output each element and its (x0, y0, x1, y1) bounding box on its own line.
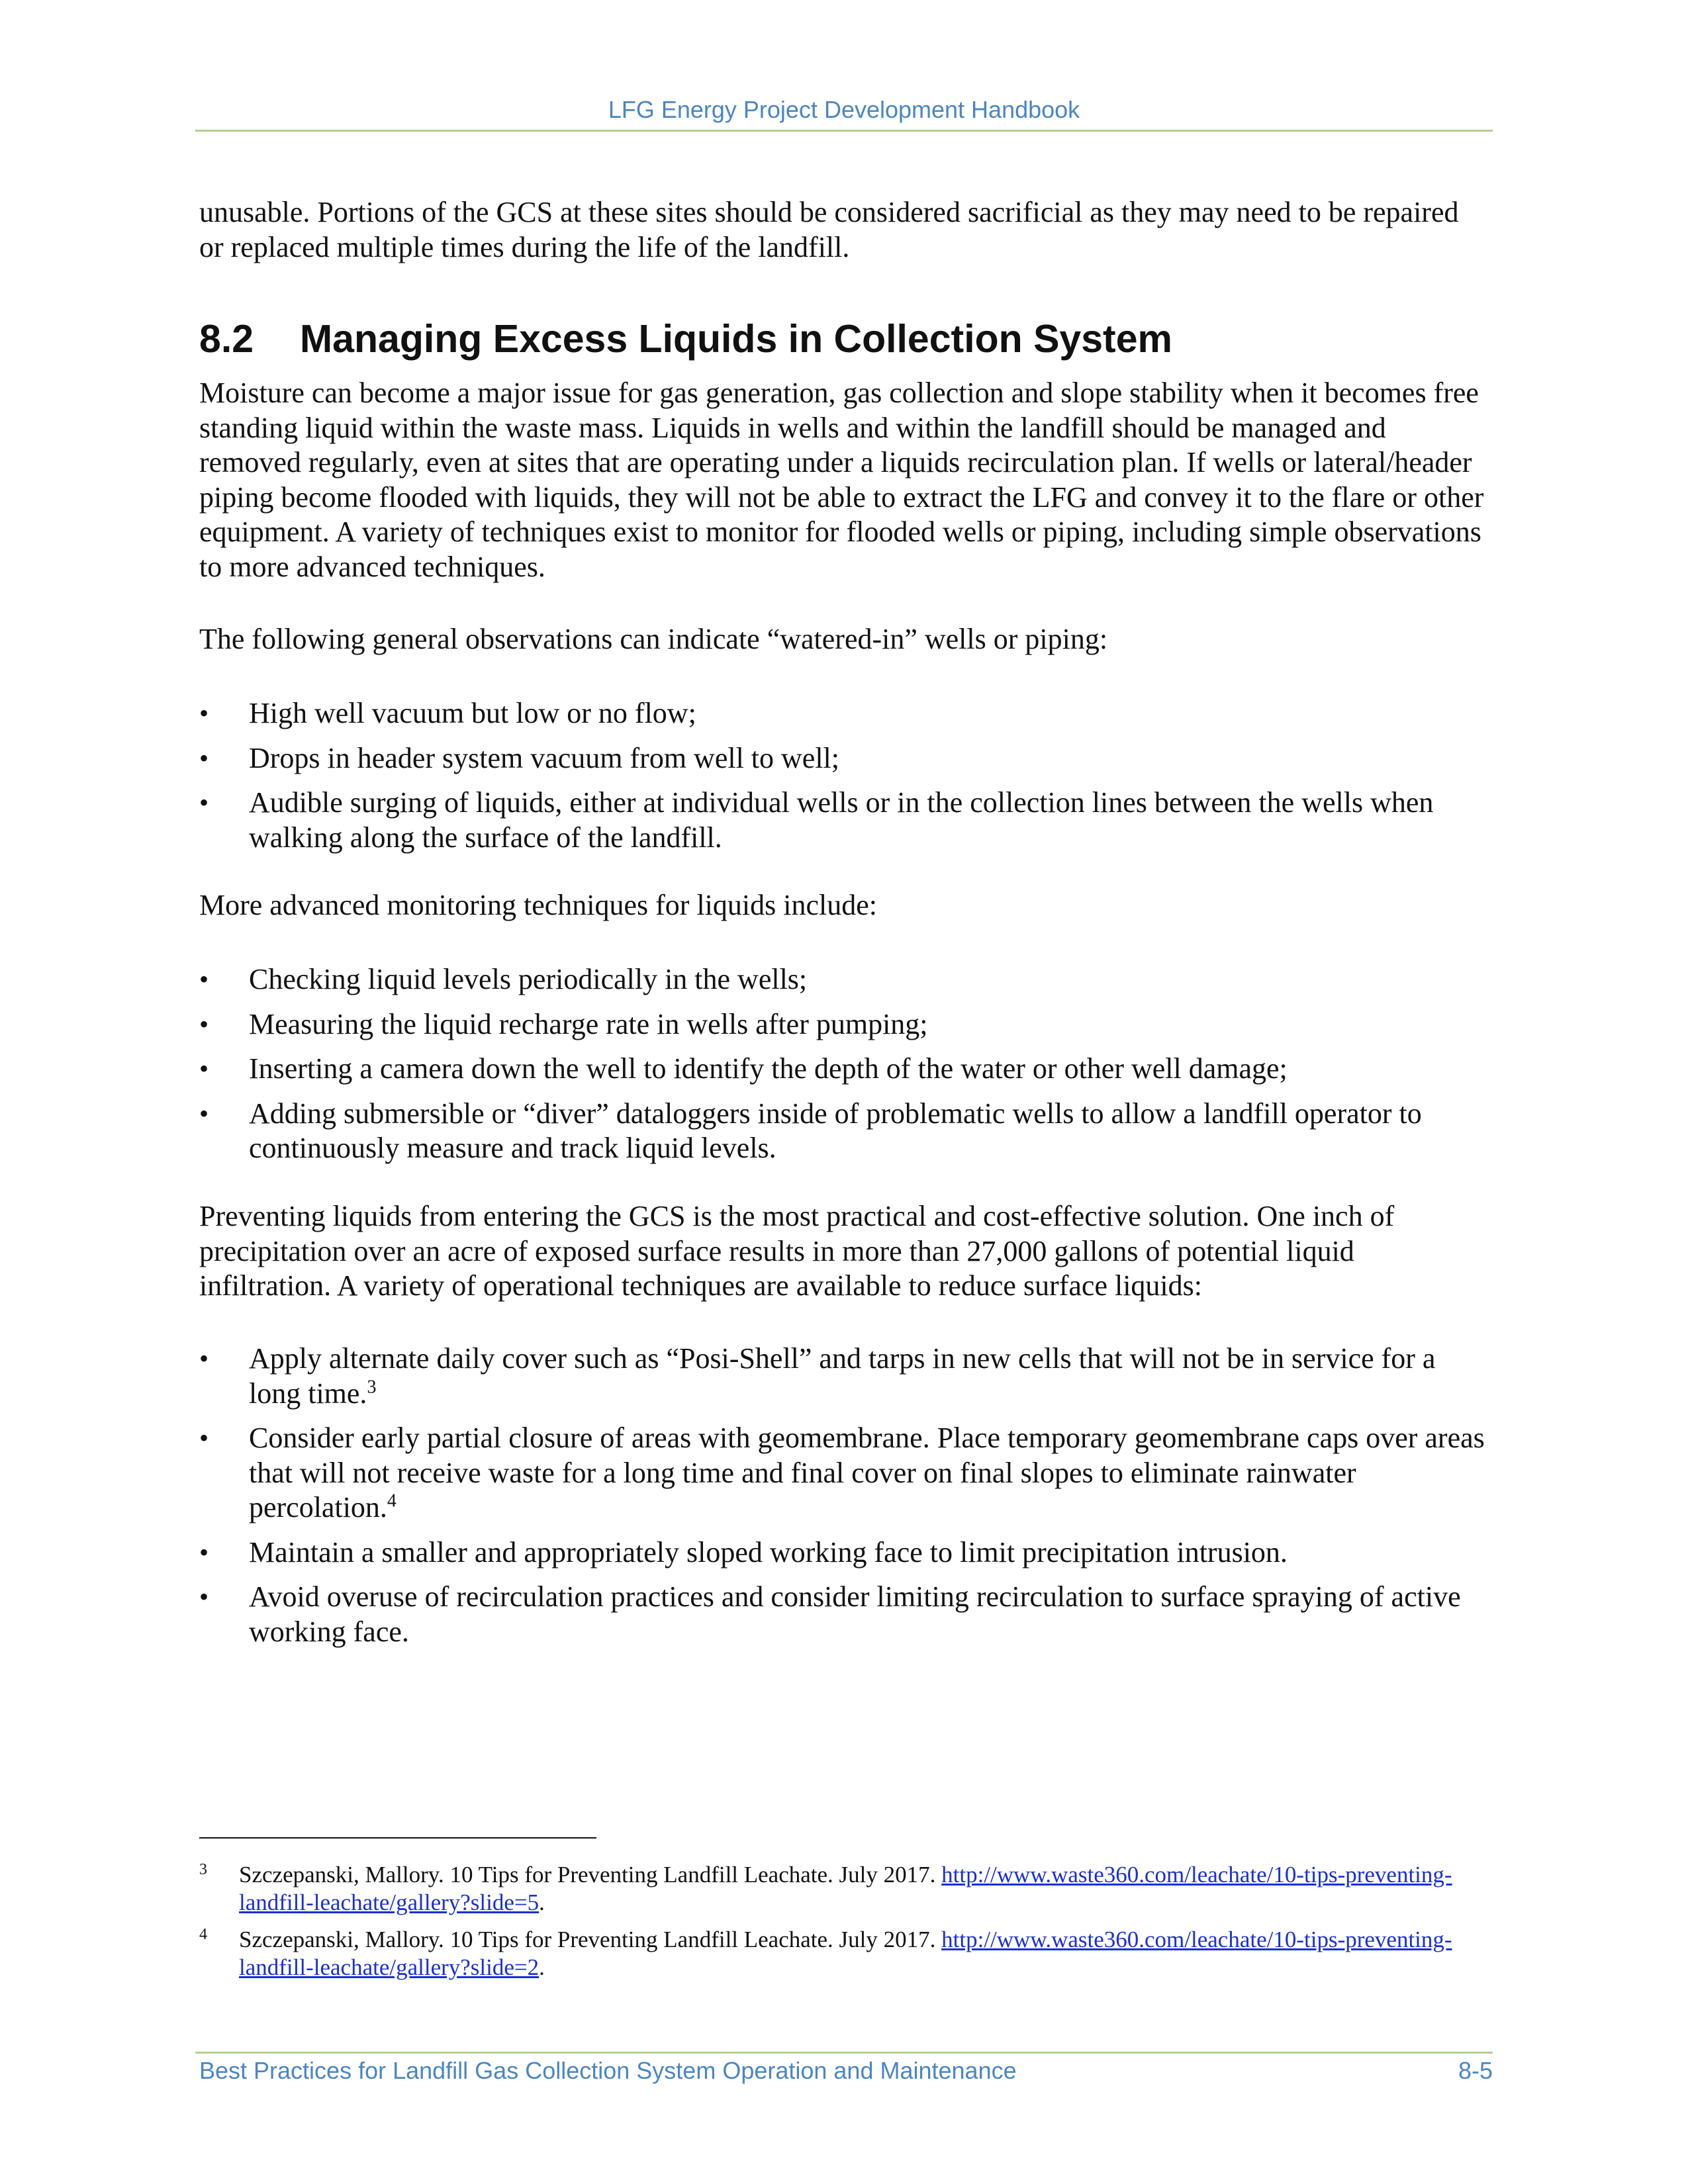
section-title: Managing Excess Liquids in Collection System (300, 317, 1172, 361)
running-footer: Best Practices for Landfill Gas Collection System Operation and Maintenance (199, 2057, 1017, 2084)
paragraph-observations-intro: The following general observations can indicate “watered-in” wells or piping: (199, 623, 1108, 655)
advanced-techniques-list (199, 962, 1490, 1176)
list-item-text: Apply alternate daily cover such as “Posi-Shell” and tarps in new cells that will not be in service for a long time. (249, 1342, 1436, 1410)
list-item (199, 741, 1490, 776)
footer-divider (195, 2052, 1493, 2054)
bullet-icon: • (199, 1423, 209, 1453)
bullet-icon: • (199, 1054, 209, 1083)
bullet-icon: • (199, 698, 209, 728)
bullet-icon: • (199, 1009, 209, 1039)
paragraph-prevention: Preventing liquids from entering the GCS is the most practical and cost-effective solution. One inch of precipitation over an acre of exposed surface results in more than 27,000 gallons of potential liquid infiltration. A variety of operational techniques are available to reduce surface liquids: (199, 1200, 1395, 1302)
list-item-text: Drops in header system vacuum from well to well; (249, 741, 840, 774)
bullet-icon: • (199, 1582, 209, 1612)
bullet-icon: • (199, 964, 209, 994)
list-item-text: Checking liquid levels periodically in the wells; (249, 963, 808, 995)
list-item (199, 1052, 1490, 1087)
observations-list (199, 696, 1490, 865)
intro-continuation-paragraph: unusable. Portions of the GCS at these sites should be considered sacrificial as they may need to be repaired or replaced multiple times during the life of the landfill. (199, 196, 1459, 263)
list-item-text: Inserting a camera down the well to identify the depth of the water or other well damage; (249, 1052, 1288, 1085)
bullet-icon: • (199, 1343, 209, 1373)
list-item (199, 1342, 1490, 1411)
list-item (199, 1421, 1490, 1525)
bullet-icon: • (199, 1537, 209, 1567)
paragraph-advanced-intro: More advanced monitoring techniques for liquids include: (199, 889, 877, 921)
footnote-reference[interactable]: 4 (387, 1490, 397, 1512)
list-item (199, 1580, 1490, 1649)
running-header: LFG Energy Project Development Handbook (608, 96, 1080, 123)
footnote (199, 1861, 1490, 1917)
footnote-divider (199, 1837, 596, 1839)
paragraph-moisture: Moisture can become a major issue for gas generation, gas collection and slope stability when it becomes free standing liquid within the waste mass. Liquids in wells and within the landfill should be managed and removed regularly, even at sites that are operating under a liquids recirculation plan. If wells or lateral/header piping become flooded with liquids, they will not be able to extract the LFG and convey it to the flare or other equipment. A variety of techniques exist to monitor for flooded wells or piping, including simple observations to more advanced techniques. (199, 377, 1484, 583)
list-item (199, 696, 1490, 731)
list-item (199, 1535, 1490, 1570)
header-divider (195, 130, 1493, 132)
footnote-text: Szczepanski, Mallory. 10 Tips for Preventing Landfill Leachate. July 2017. (239, 1862, 942, 1888)
footnote-number: 4 (199, 1926, 207, 1943)
footnote-period: . (539, 1954, 545, 1980)
operational-techniques-list (199, 1342, 1490, 1659)
footnote-number: 3 (199, 1861, 207, 1878)
list-item (199, 786, 1490, 855)
list-item-text: Maintain a smaller and appropriately sloped working face to limit precipitation intrusion. (249, 1535, 1288, 1569)
footnote-period: . (539, 1889, 545, 1915)
footnote (199, 1926, 1490, 1981)
section-number: 8.2 (199, 317, 254, 361)
bullet-icon: • (199, 1098, 209, 1128)
footnote-text: Szczepanski, Mallory. 10 Tips for Preventing Landfill Leachate. July 2017. (239, 1927, 942, 1952)
list-item-text: High well vacuum but low or no flow; (249, 697, 696, 729)
footnote-reference[interactable]: 3 (367, 1376, 377, 1397)
list-item (199, 1097, 1490, 1166)
list-item-text: Audible surging of liquids, either at individual wells or in the collection lines between the wells when walking along the surface of the landfill. (249, 786, 1434, 854)
list-item-text: Measuring the liquid recharge rate in wells after pumping; (249, 1007, 928, 1040)
list-item-text: Avoid overuse of recirculation practices and consider limiting recirculation to surface spraying of active working face. (249, 1580, 1461, 1648)
list-item (199, 962, 1490, 997)
list-item-text: Adding submersible or “diver” dataloggers inside of problematic wells to allow a landfill operator to continuously measure and track liquid levels. (249, 1097, 1422, 1164)
footnote-link[interactable]: http://www.waste360.com/leachate/10-tips-preventing-landfill-leachate/gallery?slide=2 (239, 1927, 1452, 1980)
section-heading (199, 316, 1172, 362)
bullet-icon: • (199, 743, 209, 773)
bullet-icon: • (199, 788, 209, 817)
list-item (199, 1007, 1490, 1042)
list-item-text: Consider early partial closure of areas with geomembrane. Place temporary geomembrane caps over areas that will not receive waste for a long time and final cover on final slopes to eliminate rainwater percolation. (249, 1422, 1485, 1524)
footnote-link[interactable]: http://www.waste360.com/leachate/10-tips-preventing-landfill-leachate/gallery?slide=5 (239, 1862, 1452, 1915)
page-number: 8-5 (1458, 2057, 1493, 2084)
